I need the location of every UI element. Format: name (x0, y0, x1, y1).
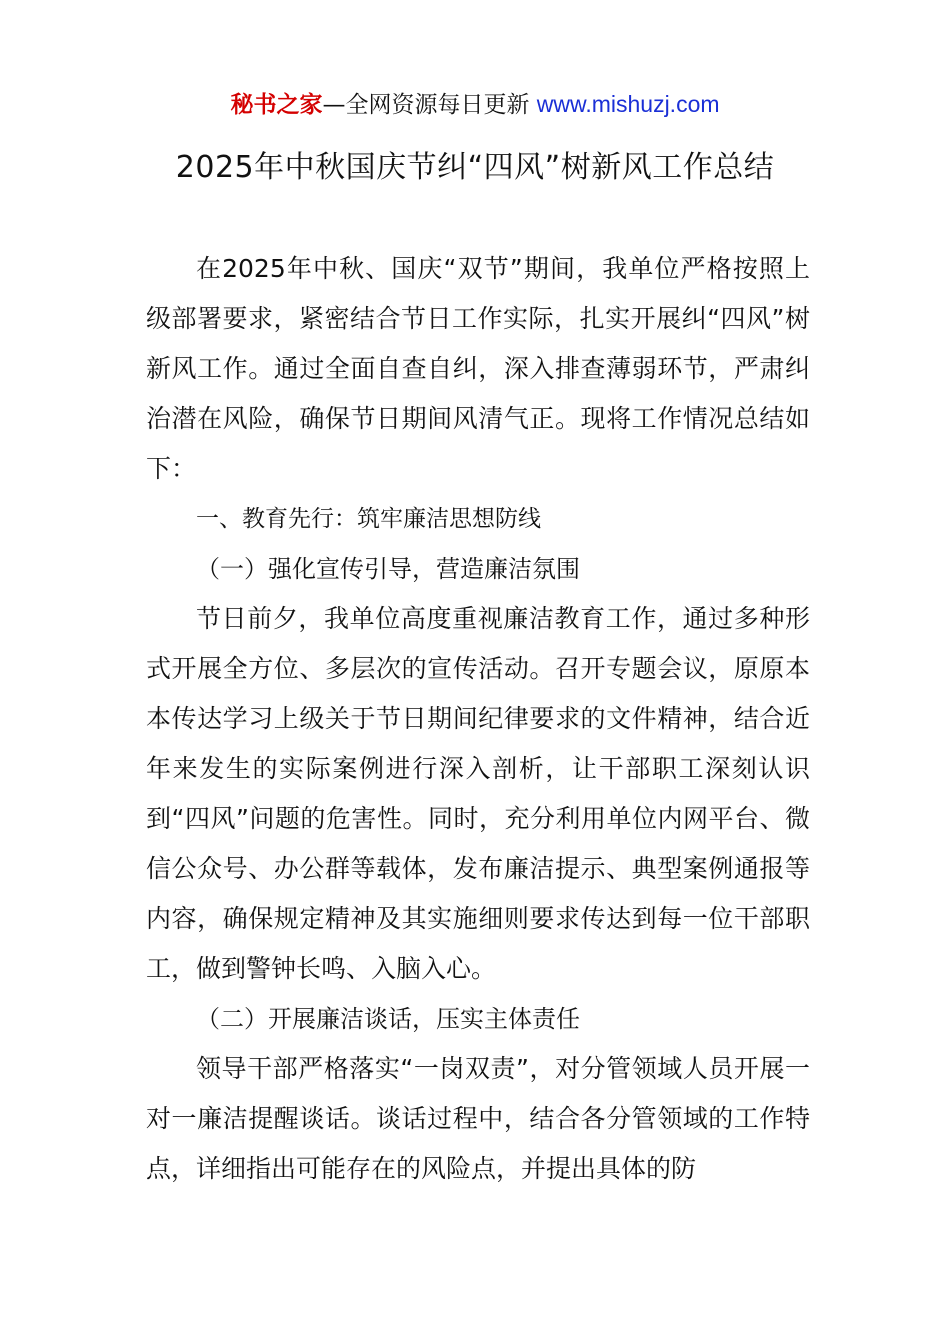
intro-paragraph: 在2025年中秋、国庆“双节”期间，我单位严格按照上级部署要求，紧密结合节日工作实际，扎实开展纠“四风”树新风工作。通过全面自查自纠，深入排查薄弱环节，严肃纠治潜在风险，确保节日期间风清气正。现将工作情况总结如下： (146, 254, 810, 483)
section-heading: 一、教育先行：筑牢廉洁思想防线 (196, 506, 541, 532)
site-header (0, 88, 950, 121)
subsection-heading: （二）开展廉洁谈话，压实主体责任 (196, 1005, 580, 1033)
site-url-link[interactable]: www.mishuzj.com (536, 91, 720, 117)
body-paragraph: 领导干部严格落实“一岗双责”，对分管领域人员开展一对一廉洁提醒谈话。谈话过程中，结合各分管领域的工作特点，详细指出可能存在的风险点，并提出具体的防 (146, 1054, 810, 1183)
document-body (146, 244, 810, 1194)
body-paragraph: 节日前夕，我单位高度重视廉洁教育工作，通过多种形式开展全方位、多层次的宣传活动。召开专题会议，原原本本传达学习上级关于节日期间纪律要求的文件精神，结合近年来发生的实际案例进行深入剖析，让干部职工深刻认识到“四风”问题的危害性。同时，充分利用单位内网平台、微信公众号、办公群等载体，发布廉洁提示、典型案例通报等内容，确保规定精神及其实施细则要求传达到每一位干部职工，做到警钟长鸣、入脑入心。 (146, 604, 810, 983)
brand-name: 秘书之家 (230, 92, 323, 118)
subsection-heading: （一）强化宣传引导，营造廉洁氛围 (196, 555, 580, 583)
document-title: 2025年中秋国庆节纠“四风”树新风工作总结 (175, 150, 775, 185)
brand-tagline: —全网资源每日更新 (322, 92, 530, 118)
